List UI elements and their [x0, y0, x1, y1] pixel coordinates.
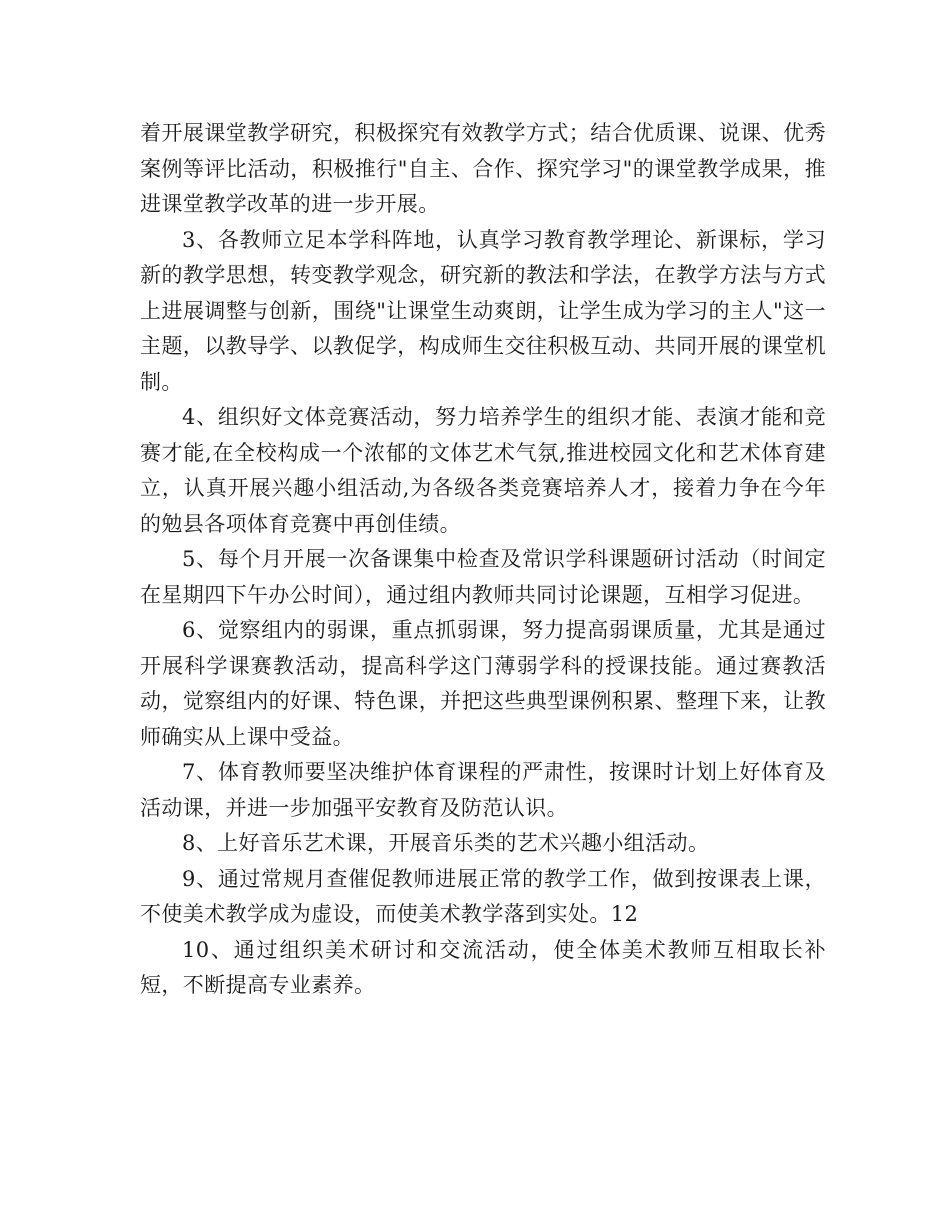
paragraph-item-5: 5、每个月开展一次备课集中检查及常识学科课题研讨活动（时间定在星期四下午办公时间），通过组内教师共同讨论课题，互相学习促进。: [140, 547, 826, 607]
paragraph-continuation: 着开展课堂教学研究，积极探究有效教学方式；结合优质课、说课、优秀案例等评比活动，积极推行"自主、合作、探究学习"的课堂教学成果，推进课堂教学改革的进一步开展。: [140, 121, 826, 216]
paragraph-item-6: 6、觉察组内的弱课，重点抓弱课，努力提高弱课质量，尤其是通过开展科学课赛教活动，提高科学这门薄弱学科的授课技能。通过赛教活动，觉察组内的好课、特色课，并把这些典型课例积累、整理下来，让教师确实从上课中受益。: [140, 618, 826, 749]
paragraph-item-10: 10、通过组织美术研讨和交流活动，使全体美术教师互相取长补短，不断提高专业素养。: [140, 937, 826, 997]
paragraph-item-4: 4、组织好文体竞赛活动，努力培养学生的组织才能、表演才能和竞赛才能,在全校构成一个浓郁的文体艺术气氛,推进校园文化和艺术体育建立，认真开展兴趣小组活动,为各级各类竞赛培养人才，接着力争在今年的勉县各项体育竞赛中再创佳绩。: [140, 405, 826, 536]
paragraph-item-8: 8、上好音乐艺术课，开展音乐类的艺术兴趣小组活动。: [182, 831, 710, 855]
document-body: [140, 116, 826, 1004]
paragraph-item-7: 7、体育教师要坚决维护体育课程的严肃性，按课时计划上好体育及活动课，并进一步加强平安教育及防范认识。: [140, 760, 826, 820]
paragraph-item-3: 3、各教师立足本学科阵地，认真学习教育教学理论、新课标，学习新的教学思想，转变教学观念，研究新的教法和学法，在教学方法与方式上进展调整与创新，围绕"让课堂生动爽朗，让学生成为学习的主人"这一主题，以教导学、以教促学，构成师生交往积极互动、共同开展的课堂机制。: [140, 227, 826, 394]
paragraph-item-9: 9、通过常规月查催促教师进展正常的教学工作，做到按课表上课，不使美术教学成为虚设，而使美术教学落到实处。12: [140, 866, 826, 926]
